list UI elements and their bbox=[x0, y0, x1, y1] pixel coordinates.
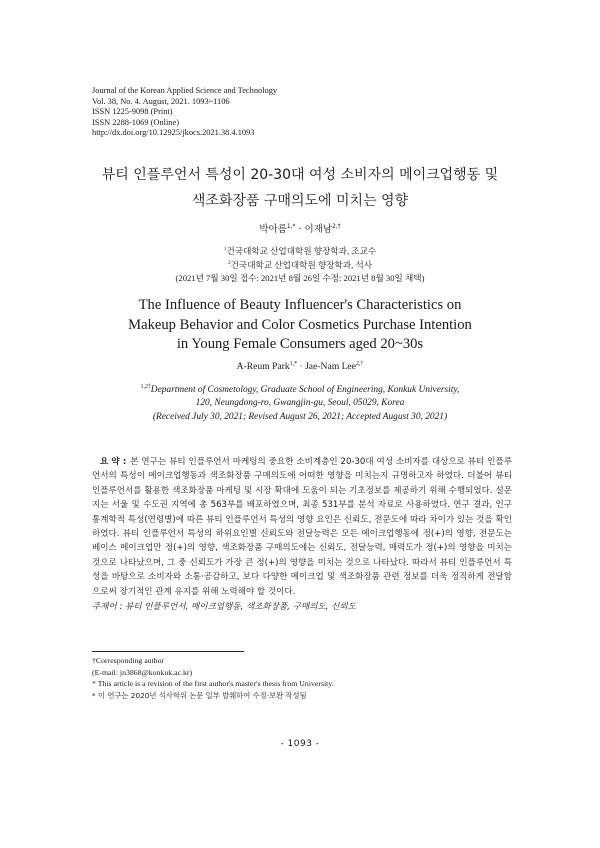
author-1-marker: 1,* bbox=[286, 223, 296, 230]
author-2-marker: 2,† bbox=[332, 223, 341, 230]
corresponding-label: Corresponding author bbox=[95, 656, 165, 665]
english-authors bbox=[0, 361, 600, 372]
issn-print: ISSN 1225-9098 (Print) bbox=[92, 107, 173, 117]
english-title bbox=[0, 296, 600, 355]
english-affiliation bbox=[0, 384, 600, 424]
korean-affiliations bbox=[0, 245, 600, 286]
issn-online: ISSN 2288-1069 (Online) bbox=[92, 117, 180, 127]
thesis-note-en: * This article is a revision of the first author's master's thesis from University. bbox=[92, 679, 334, 689]
korean-title-line-2: 색조화장품 구매의도에 미치는 영향 bbox=[191, 193, 409, 209]
keywords: 주제어 : 뷰티 인플루언서, 메이크업행동, 색조화장품, 구매의도, 신뢰도 bbox=[92, 602, 356, 612]
corresponding-email[interactable]: (E-mail: jn3868@konkuk.ac.kr) bbox=[92, 667, 193, 677]
thesis-note-ko: * 이 연구는 2020년 석사학위 논문 일부 발췌하여 수정·보완 작성됨 bbox=[92, 690, 307, 700]
english-affiliation-text: Department of Cosmetology, Graduate School of Engineering, Konkuk University, bbox=[150, 385, 460, 395]
doi-link[interactable]: http://dx.doi.org/10.12925/jkocs.2021.38.4.1093 bbox=[92, 128, 255, 138]
abstract-label: 요 약 : bbox=[100, 457, 127, 467]
journal-info bbox=[92, 86, 277, 139]
author-2-marker-en: 2,† bbox=[355, 360, 364, 367]
affiliation-1 bbox=[0, 245, 600, 259]
author-1-marker-en: 1,* bbox=[289, 360, 298, 367]
affiliation-2-marker: 2 bbox=[227, 259, 231, 266]
journal-name: Journal of the Korean Applied Science and Technology bbox=[92, 86, 278, 95]
author-separator: · bbox=[295, 224, 305, 235]
affiliation-2 bbox=[0, 259, 600, 273]
page-number: - 1093 - bbox=[280, 739, 320, 749]
author-1-name: 박아름 bbox=[259, 224, 287, 235]
korean-authors bbox=[0, 221, 600, 235]
footnote-divider bbox=[92, 651, 244, 652]
english-affiliation-line-1 bbox=[0, 384, 600, 397]
english-dates: (Received July 30, 2021; Revised August 26, 2021; Accepted August 30, 2021) bbox=[152, 411, 448, 422]
author-separator-en: · bbox=[297, 361, 306, 372]
english-affiliation-line-2: 120, Neungdong-ro, Gwangjin-gu, Seoul, 05029, Korea bbox=[195, 398, 405, 409]
abstract bbox=[92, 455, 512, 599]
affiliation-2-text: 건국대학교 산업대학원 향장학과, 석사 bbox=[230, 259, 373, 270]
korean-title bbox=[0, 162, 600, 214]
korean-title-line-1: 뷰티 인플루언서 특성이 20-30대 여성 소비자의 메이크업행동 및 bbox=[101, 167, 499, 183]
affiliation-1-marker: 1 bbox=[223, 246, 227, 253]
english-title-line-1: The Influence of Beauty Influencer's Characteristics on bbox=[138, 297, 462, 313]
korean-dates: (2021년 7월 30일 접수: 2021년 8월 26일 수정: 2021년 8월 30일 채택) bbox=[175, 273, 425, 283]
affiliation-1-text: 건국대학교 산업대학원 향장학과, 조교수 bbox=[226, 246, 377, 256]
journal-volume: Vol. 38, No. 4. August, 2021. 1093~1106 bbox=[92, 96, 230, 106]
footnotes bbox=[92, 655, 334, 701]
english-title-line-3: in Young Female Consumers aged 20~30s bbox=[176, 336, 424, 352]
corresponding-author bbox=[92, 655, 334, 667]
author-2-name-en: Jae-Nam Lee bbox=[305, 361, 356, 372]
english-title-line-2: Makeup Behavior and Color Cosmetics Purchase Intention bbox=[128, 316, 472, 333]
abstract-text: 본 연구는 뷰티 인플루언서 마케팅의 중요한 소비계층인 20-30대 여성 소비자를 대상으로 뷰티 인플루언서의 특성이 메이크업행동과 색조화장품 구매의도에 어떠한 영향을 미치는지 규명하고자 하였다. 더불어 뷰티 인플루언서를 활용한 색조화장품 마케팅 및 시장 확대에 도움이 되는 기초정보를 제공하기 위해 수행되었다. 설문지는 서울 및 수도권 지역에 총 563부를 배포하였으며, 최종 531부를 분석 자료로 사용하였다. 연구 결과, 인구통계학적 특성(연령별)에 따른 뷰티 인플루언서 특성의 영향 요인은 신뢰도, 전문도에 따라 차이가 있는 것을 확인하였다. 뷰티 인플루언서 특성의 하위요인별 신뢰도와 전달능력은 모든 메이크업행동에 정(+)의 영향, 전문도는 베이스 메이크업만 정(+)의 영향, 색조화장품 구매의도에는 신뢰도, 전달능력, 매력도가 정(+)의 영향을 미치는 것으로 나타났으며, 그 중 신뢰도가 가장 큰 정(+)의 영향을 미치는 것으로 나타났다. 따라서 뷰티 인플루언서 특성을 바탕으로 소비자와 소통·공감하고, 보다 다양한 메이크업 및 색조화장품 관련 정보를 더욱 정직하게 전달함으로써 장기적인 관계 유지를 위해 노력해야 할 것이다. bbox=[92, 457, 512, 597]
author-2-name: 이재남 bbox=[304, 224, 333, 235]
author-1-name-en: A-Reum Park bbox=[236, 361, 290, 372]
english-affiliation-marker: 1,2† bbox=[140, 383, 151, 390]
corresponding-mark: † bbox=[92, 656, 96, 665]
